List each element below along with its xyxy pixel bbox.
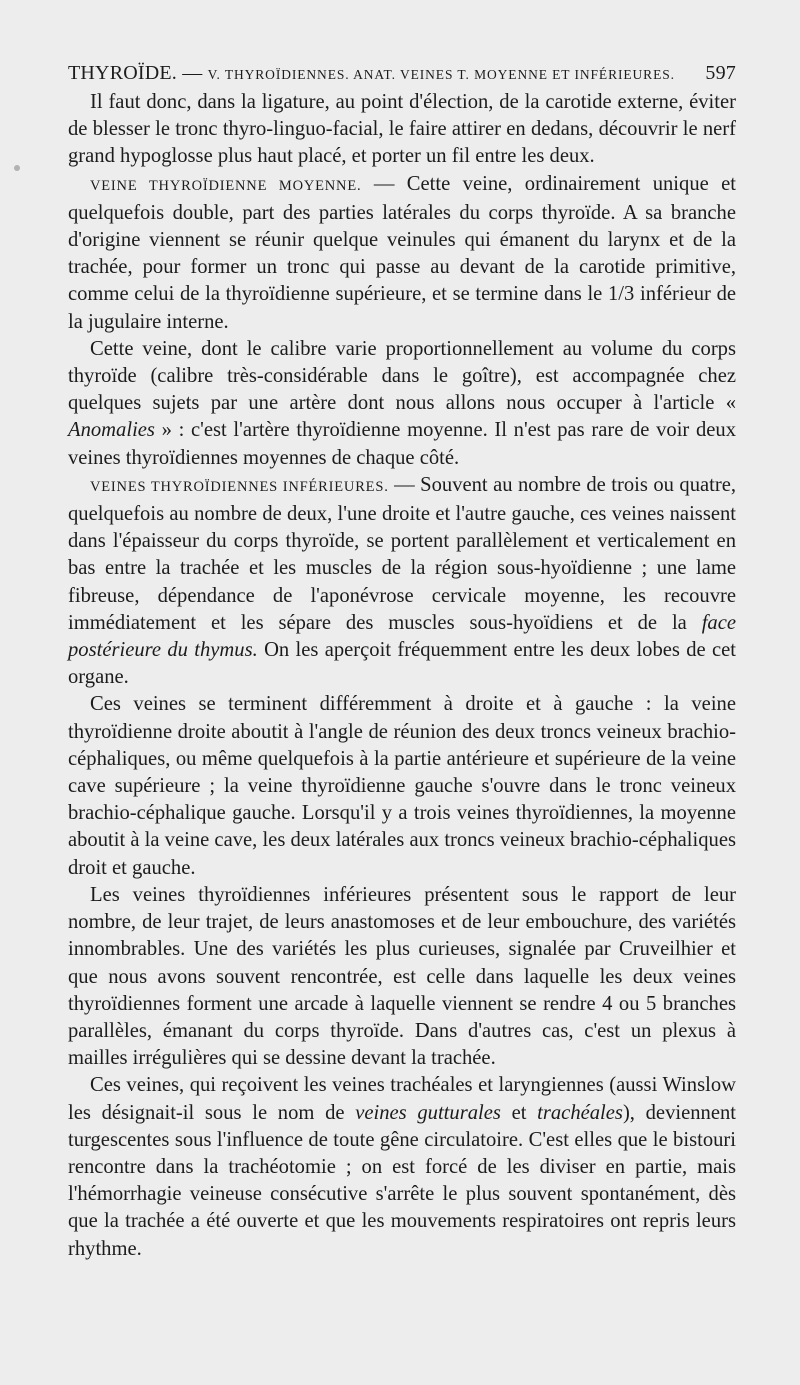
paragraph-calibre: [68, 336, 736, 472]
paragraph-text: Ces veines, qui reçoivent les veines trachéales et laryngiennes (aussi Winslow les désignait-il sous le nom de: [68, 1074, 736, 1124]
paragraph-text: — Cette veine, ordinairement unique et quelquefois double, part des parties latérales du corps thyroïde. A sa branche d'origine viennent se réunir quelque veinules qui émanent du larynx et de la trachée, pour former un tronc qui passe au devant de la carotide primitive, comme celui de la thyroïdienne supérieure, et se termine dans le 1/3 inférieur de la jugulaire interne.: [68, 172, 737, 333]
running-head-lead: THYROÏDE. —: [68, 62, 208, 84]
paragraph-text: et: [500, 1101, 538, 1124]
paragraph-veine-moyenne: [68, 171, 736, 336]
italic-term: veines gutturales: [355, 1101, 501, 1124]
paragraph-text: — Souvent au nombre de trois ou quatre, quelquefois au nombre de deux, l'une droite et l'autre gauche, ces veines naissent dans l'épaisseur du corps thyroïde, se portent parallèlement et verticalement en bas entre la trachée et les muscles de la région sous-hyoïdienne ; une lame fibreuse, dépendance de l'aponévrose cervicale moyenne, les recouvre immédiatement et les sépare des muscles sous-hyoïdiens et de la: [68, 473, 736, 634]
paragraph-text: Cette veine, dont le calibre varie proportionnellement au volume du corps thyroïde (calibre très-considérable dans le goître), est accompagnée chez quelques sujets par une artère dont nous allons nous occuper à l'article «: [68, 337, 736, 415]
page-smudge-mark: [14, 165, 20, 171]
paragraph-text: » : c'est l'artère thyroïdienne moyenne. Il n'est pas rare de voir deux veines thyroïdiennes moyennes de chaque côté.: [68, 419, 736, 469]
paragraph-text: Ces veines se terminent différemment à droite et à gauche : la veine thyroïdienne droite aboutit à l'angle de réunion des deux troncs veineux brachio-céphaliques, ou même quelquefois à la partie antérieure et supérieure de la veine cave supérieure ; la veine thyroïdienne gauche s'ouvre dans le tronc veineux brachio-céphalique gauche. Lorsqu'il y a trois veines thyroïdiennes, la moyenne aboutit à la veine cave, les deux latérales aux troncs veineux brachio-céphaliques droit et gauche.: [68, 693, 736, 879]
paragraph-text: Il faut donc, dans la ligature, au point d'élection, de la carotide externe, éviter de blesser le tronc thyro-linguo-facial, le faire attirer en dedans, découvrir le nerf grand hypoglosse plus haut placé, et porter un fil entre les deux.: [68, 91, 736, 168]
paragraph-text: Les veines thyroïdiennes inférieures présentent sous le rapport de leur nombre, de leur trajet, de leurs anastomoses et de leur embouchure, des variétés innombrables. Une des variétés les plus curieuses, signalée par Cruveilhier et que nous avons souvent rencontrée, est celle dans laquelle les deux veines thyroïdiennes forment une arcade à laquelle viennent se rendre 4 ou 5 branches parallèles, émanant du corps thyroïde. Dans d'autres cas, c'est un plexus à mailles irrégulières qui se dessine devant la trachée.: [68, 883, 736, 1070]
page-number: 597: [705, 62, 736, 84]
book-page: [68, 62, 736, 1263]
body-text: [68, 89, 736, 1263]
italic-term: trachéales: [537, 1101, 623, 1124]
running-head-rest: V. THYROÏDIENNES. ANAT. VEINES T. MOYENNE ET INFÉRIEURES.: [207, 67, 675, 82]
section-heading-veines-inferieures: VEINES THYROÏDIENNES INFÉRIEURES.: [90, 478, 389, 495]
paragraph-text: On les aperçoit fréquemment entre les deux lobes de cet organe.: [68, 639, 736, 689]
section-heading-veine-moyenne: VEINE THYROÏDIENNE MOYENNE.: [90, 177, 362, 194]
paragraph-ligature: [68, 89, 736, 171]
paragraph-terminaison: [68, 691, 736, 881]
running-header: [68, 62, 736, 85]
paragraph-veines-inferieures: [68, 472, 736, 692]
paragraph-tracheotomie: [68, 1072, 736, 1262]
italic-term: face postérieure du thymus.: [68, 611, 736, 662]
running-head: [68, 62, 675, 85]
italic-term: Anomalies: [68, 419, 155, 442]
paragraph-text: ), deviennent turgescentes sous l'influence de toute gêne circulatoire. C'est elles que le bistouri rencontre dans la trachéotomie ; on est forcé de les diviser en partie, mais l'hémorrhagie veineuse consécutive s'arrête le plus souvent spontanément, dès que la trachée a été ouverte et que les mouvements respiratoires ont repris leurs rhythme.: [68, 1101, 736, 1260]
paragraph-varietes: [68, 882, 736, 1072]
